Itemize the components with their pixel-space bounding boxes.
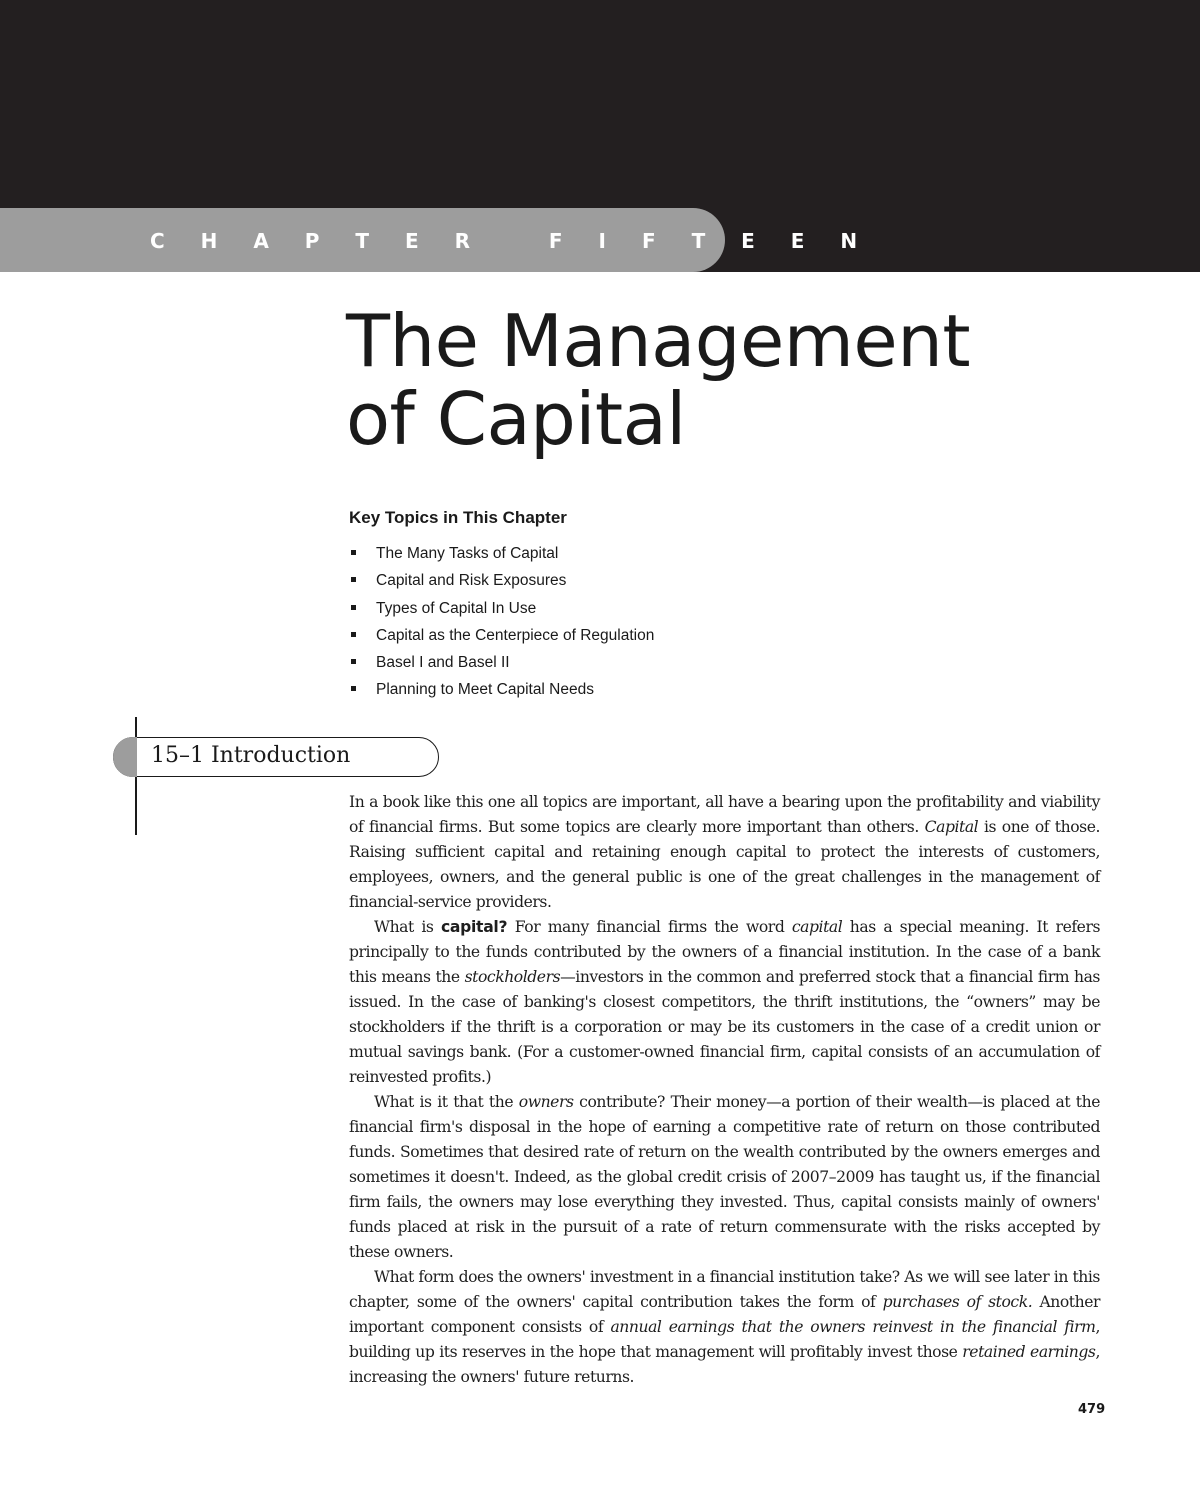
key-topic-item — [349, 676, 654, 703]
paragraph — [349, 1090, 1100, 1265]
text-run: In a book like this one all topics are important, all have a bearing upon the profitability and viability of financial firms. But some topics are clearly more important than others. — [349, 793, 1100, 836]
key-topic-label: Types of Capital In Use — [376, 599, 537, 617]
paragraph — [349, 790, 1100, 915]
chapter-label: C H A P T E R F I F T E E N — [150, 229, 872, 253]
bullet-icon — [351, 577, 356, 582]
text-run: has a special meaning. It refers principally to the funds contributed by the owners of a financial institution. In the case of a bank this means the — [349, 918, 1100, 986]
body-text — [349, 790, 1100, 1390]
chapter-title — [346, 299, 971, 461]
italic-term: owners — [518, 1093, 574, 1111]
italic-term: retained earnings — [962, 1343, 1096, 1361]
bullet-icon — [351, 605, 356, 610]
text-run: Another important component consists of — [349, 1293, 1100, 1336]
italic-term: annual earnings that the owners reinvest in the financial firm — [610, 1318, 1096, 1336]
italic-term: capital — [791, 918, 843, 936]
key-topic-label: The Many Tasks of Capital — [376, 545, 559, 562]
section-heading-cap — [113, 737, 137, 777]
key-topics-list — [349, 540, 654, 704]
bullet-icon — [351, 659, 356, 664]
key-topic-label: Capital as the Centerpiece of Regulation — [376, 626, 655, 644]
key-topic-item — [349, 622, 654, 649]
key-topic-label: Basel I and Basel II — [376, 654, 510, 672]
chapter-title-line-2: of Capital — [346, 377, 686, 461]
text-run: What is — [374, 918, 441, 936]
key-topic-label: Planning to Meet Capital Needs — [376, 681, 594, 699]
key-topic-item — [349, 595, 654, 622]
paragraph — [349, 915, 1100, 1090]
section-title: 15–1 Introduction — [151, 743, 351, 768]
page-number: 479 — [1078, 1402, 1106, 1417]
key-term: capital? — [440, 918, 508, 936]
text-run: is one of those. Raising sufficient capital and retaining enough capital to protect the interests of customers, employees, owners, and the general public is one of the great challenges in the management of financial-service providers. — [349, 818, 1100, 911]
text-run: —investors in the common and preferred stock that a financial firm has issued. In the case of banking's closest competitors, the thrift institutions, the “owners” may be stockholders if the thrift is a corporation or may be its customers in the case of a credit union or mutual savings bank. (For a customer-owned financial firm, capital consists of an accumulation of reinvested profits.) — [349, 968, 1100, 1086]
key-topic-item — [349, 567, 654, 594]
italic-term: Capital — [924, 818, 979, 836]
bullet-icon — [351, 686, 356, 691]
text-run: For many financial firms the word — [507, 918, 792, 936]
key-topic-item — [349, 540, 654, 567]
text-run: What form does the owners' investment in a financial institution take? As we will see later in this chapter, some of the owners' capital contribution takes the form of — [349, 1268, 1100, 1311]
italic-term: stockholders — [464, 968, 561, 986]
paragraph — [349, 1265, 1100, 1390]
text-run: What is it that the — [374, 1093, 519, 1111]
key-topic-label: Capital and Risk Exposures — [376, 572, 567, 590]
chapter-title-line-1: The Management — [346, 299, 971, 383]
key-topics-heading: Key Topics in This Chapter — [349, 508, 567, 527]
text-run: contribute? Their money—a portion of their wealth—is placed at the financial firm's disposal in the hope of earning a competitive rate of return on those contributed funds. Sometimes that desired rate of return on the wealth contributed by the owners emerges and sometimes it doesn't. Indeed, as the global credit crisis of 2007–2009 has taught us, if the financial firm fails, the owners may lose everything they invested. Thus, capital consists mainly of owners' funds placed at risk in the pursuit of a rate of return commensurate with the risks accepted by these owners. — [349, 1093, 1100, 1261]
text-run: , increasing the owners' future returns. — [349, 1343, 1100, 1386]
bullet-icon — [351, 550, 356, 555]
key-topic-item — [349, 649, 654, 676]
bullet-icon — [351, 632, 356, 637]
italic-term: purchases of stock. — [882, 1293, 1033, 1311]
text-run: , building up its reserves in the hope that management will profitably invest those — [349, 1318, 1101, 1361]
